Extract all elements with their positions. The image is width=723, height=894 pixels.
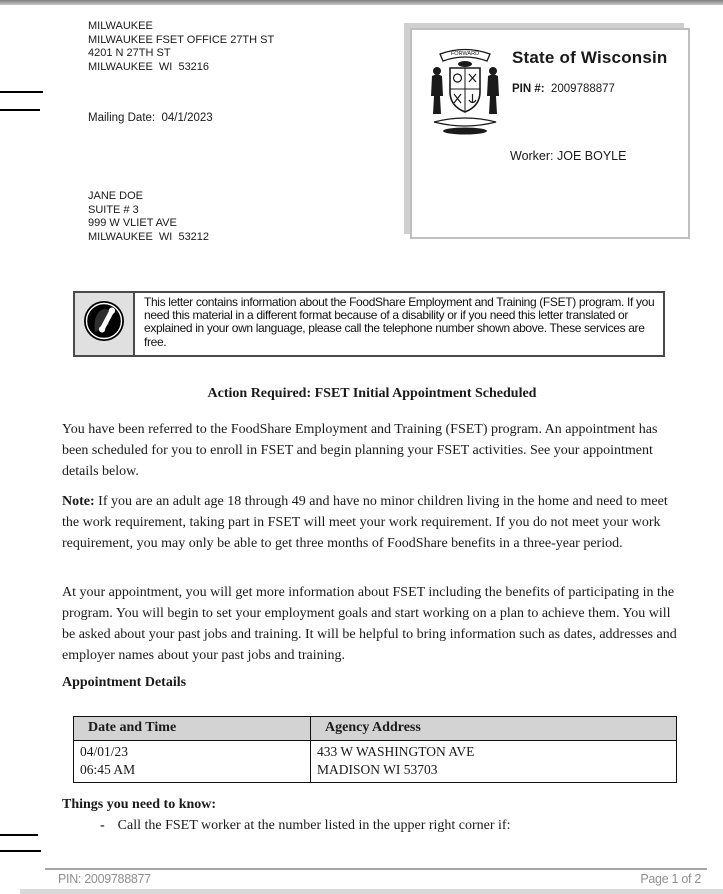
footer-rule	[45, 868, 707, 870]
mailing-date	[88, 112, 213, 124]
pin-row	[512, 83, 615, 95]
page-footer	[58, 872, 701, 886]
cell-agency-address	[311, 741, 677, 783]
paragraph-appointment-info: At your appointment, you will get more information about FSET including the benefits of participating in the program. You will begin to set your employment goals and start working on a plan to achieve them. You will be asked about your past jobs and training. It will be helpful to bring information such as dates, addresses and employer names about your past jobs and training.	[62, 585, 677, 663]
mailing-date-label: Mailing Date:	[88, 112, 156, 124]
recipient-address-block	[88, 190, 209, 244]
sender-address-block	[88, 20, 274, 74]
appointment-time: 06:45 AM	[80, 762, 136, 777]
notice-text: This letter contains information about the FoodShare Employment and Training (FSET) program. If you need this material in a different format because of a disability or if you need this letter translated or explained in your own language, please call the telephone number shown above. These services are free.	[144, 295, 655, 349]
letter-heading: Action Required: FSET Initial Appointment Scheduled	[207, 386, 537, 401]
appointment-date: 04/01/23	[80, 744, 129, 759]
agency-header-box	[410, 28, 690, 239]
svg-text:FORWARD: FORWARD	[450, 51, 480, 57]
header-date-and-time: Date and Time	[74, 717, 311, 741]
worker-line: Worker: JOE BOYLE	[510, 149, 627, 163]
things-to-know-title: Things you need to know:	[62, 797, 217, 812]
footer-pin: PIN: 2009788877	[58, 872, 151, 886]
footer-page-number: Page 1 of 2	[640, 872, 701, 886]
pin-label: PIN #:	[512, 83, 545, 95]
mailing-date-value: 04/1/2023	[161, 112, 213, 124]
recipient-address-line: JANE DOE	[88, 190, 144, 202]
appointment-table	[73, 716, 677, 783]
appointment-details-title: Appointment Details	[62, 675, 187, 690]
header-agency-address: Agency Address	[311, 717, 677, 741]
table-row	[74, 741, 677, 783]
bullet-item	[100, 818, 511, 834]
note-label: Note:	[62, 494, 95, 509]
recipient-address-line: 999 W VLIET AVE	[88, 217, 177, 229]
sender-address-line: MILWAUKEE WI 53216	[88, 60, 210, 73]
fold-mark	[0, 850, 41, 852]
notice-icon-cell	[75, 293, 135, 355]
fold-mark	[0, 91, 43, 93]
sender-address-line: 4201 N 27TH ST	[88, 47, 171, 59]
page-bottom-edge	[20, 889, 723, 894]
sender-address-line: MILWAUKEE FSET OFFICE 27TH ST	[88, 33, 275, 46]
agency-address-line: MADISON WI 53703	[317, 762, 438, 777]
note-text: If you are an adult age 18 through 49 and have no minor children living in the home and need to meet the work requirement, taking part in FSET will meet your work requirement. If you do not meet your work requirement, you may only be able to get three months of FoodShare benefits in a three-year period.	[62, 494, 668, 551]
bullet-text: Call the FSET worker at the number listed in the upper right corner if:	[117, 818, 511, 833]
recipient-address-line: MILWAUKEE WI 53212	[88, 230, 210, 243]
pin-value: 2009788877	[550, 83, 615, 95]
bullet-dash: -	[100, 818, 105, 833]
sender-address-line: MILWAUKEE	[88, 20, 153, 32]
paragraph-note	[62, 491, 683, 554]
recipient-address-line: SUITE # 3	[88, 203, 139, 216]
fold-mark	[0, 109, 40, 111]
language-notice-box	[73, 291, 665, 357]
wisconsin-coat-of-arms	[426, 44, 504, 138]
cell-date-time	[74, 741, 311, 783]
agency-title: State of Wisconsin	[512, 48, 668, 67]
agency-address-line: 433 W WASHINGTON AVE	[317, 744, 475, 759]
phone-assistance-icon	[83, 300, 125, 342]
viewer-top-edge	[0, 0, 723, 5]
table-header-row	[74, 717, 677, 741]
paragraph-referral: You have been referred to the FoodShare Employment and Training (FSET) program. An appointment has been scheduled for you to enroll in FSET and begin planning your FSET activities. See your appointment details below.	[62, 422, 658, 479]
fold-mark	[0, 834, 38, 836]
